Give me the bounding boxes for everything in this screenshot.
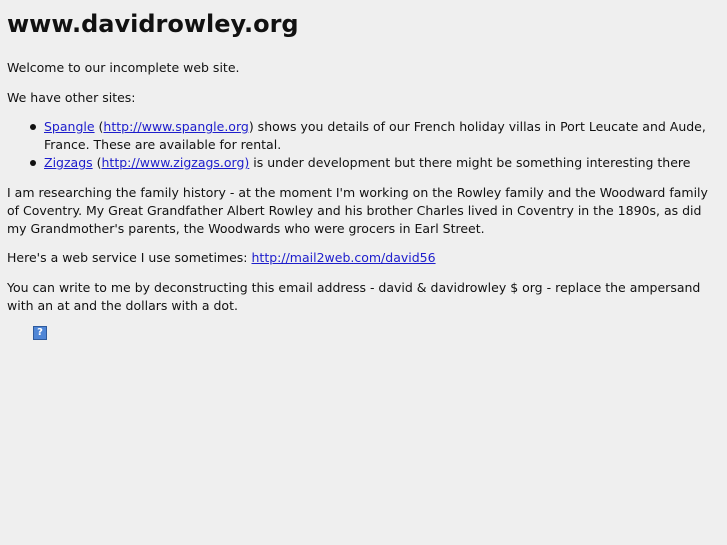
spangle-url-link[interactable]: http://www.spangle.org	[103, 119, 249, 134]
email-note-text: You can write to me by deconstructing this email address - david & davidrowley $ org - replace the ampersand with an at and the dollars with a dot.	[7, 280, 701, 313]
bullet-icon	[30, 160, 36, 166]
mail2web-link[interactable]: http://mail2web.com/david56	[251, 250, 436, 265]
missing-image-icon[interactable]: ?	[33, 326, 47, 340]
spangle-link[interactable]: Spangle	[44, 119, 95, 134]
list-item-zigzags	[44, 154, 720, 172]
bullet-icon	[30, 124, 36, 130]
other-sites-intro: We have other sites:	[7, 90, 136, 105]
welcome-text: Welcome to our incomplete web site.	[7, 60, 240, 75]
zigzags-open-paren: (	[92, 155, 102, 170]
spangle-description: ) shows you details of our French holiday villas in Port Leucate and Aude, France. These are available for rental.	[44, 119, 706, 152]
sites-list	[7, 118, 720, 172]
family-history-text: I am researching the family history - at the moment I'm working on the Rowley family and the Woodward family of Coventry. My Great Grandfather Albert Rowley and his brother Charles lived in Coventry in the 1890s, as did my Grandmother's parents, the Woodwards who were grocers in Earl Street.	[7, 185, 708, 236]
zigzags-url-link[interactable]: http://www.zigzags.org)	[101, 155, 250, 170]
page-title: www.davidrowley.org	[7, 10, 299, 38]
spangle-open-paren: (	[94, 119, 104, 134]
web-service-text	[7, 249, 720, 267]
web-service-prefix: Here's a web service I use sometimes:	[7, 250, 252, 265]
list-item-spangle	[44, 118, 720, 154]
zigzags-description: is under development but there might be something interesting there	[249, 155, 691, 170]
zigzags-link[interactable]: Zigzags	[44, 155, 93, 170]
